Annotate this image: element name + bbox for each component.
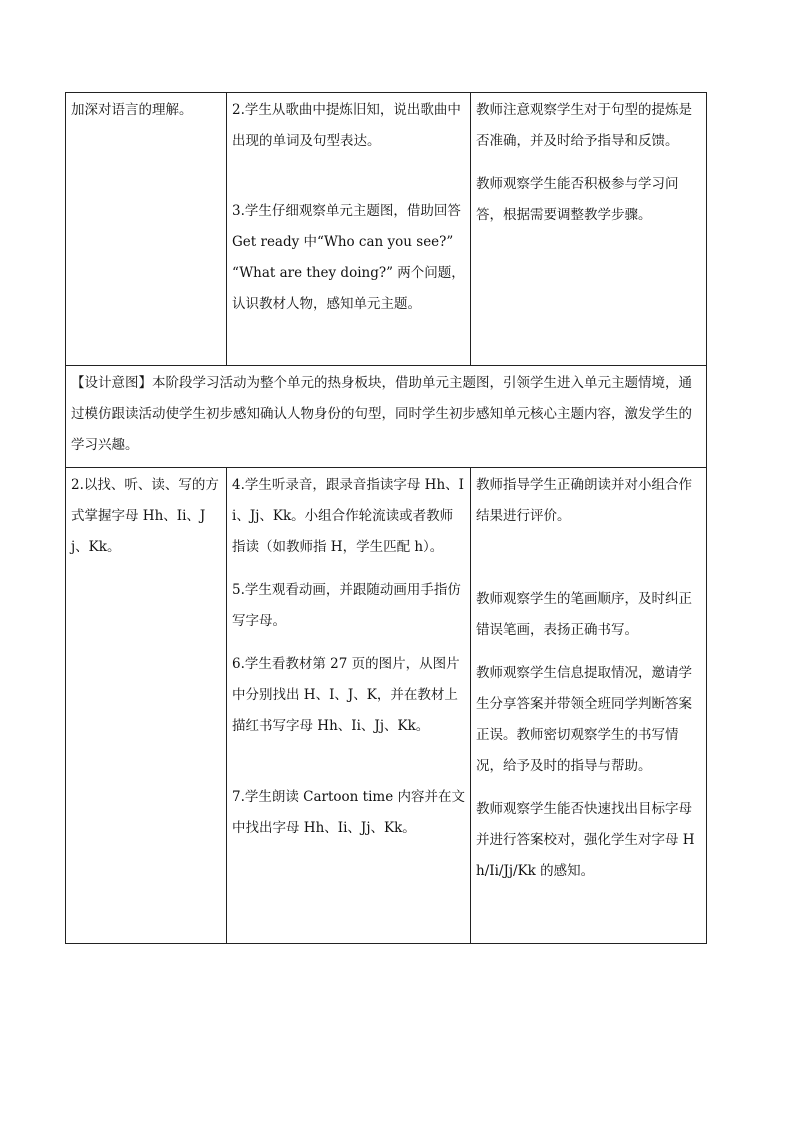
objective-text: 2.以找、听、读、写的方式掌握字母 Hh、Ii、Jj、Kk。 bbox=[71, 477, 219, 555]
evaluation-1: 教师指导学生正确朗读并对小组合作结果进行评价。 bbox=[476, 477, 692, 524]
table-row-3 bbox=[66, 468, 707, 944]
lesson-plan-table bbox=[65, 92, 707, 944]
activity-cell bbox=[227, 93, 471, 366]
evaluation-2: 教师观察学生的笔画顺序，及时纠正错误笔画，表扬正确书写。 bbox=[476, 591, 692, 638]
activity-4: 4.学生听录音，跟录音指读字母 Hh、Ii、Jj、Kk。小组合作轮流读或者教师指读（如教师指 H，学生匹配 h）。 bbox=[232, 477, 464, 555]
objective-cell bbox=[66, 468, 227, 944]
design-intent-text: 【设计意图】本阶段学习活动为整个单元的热身板块，借助单元主题图，引领学生进入单元主题情境，通过模仿跟读活动使学生初步感知确认人物身份的句型，同时学生初步感知单元核心主题内容，激发学生的学习兴趣。 bbox=[71, 375, 692, 453]
activity-5: 5.学生观看动画，并跟随动画用手指仿写字母。 bbox=[232, 582, 461, 629]
activity-7: 7.学生朗读 Cartoon time 内容并在文中找出字母 Hh、Ii、Jj、Kk。 bbox=[232, 789, 465, 836]
evaluation-cell bbox=[471, 93, 707, 366]
activity-3: 3.学生仔细观察单元主题图，借助回答 Get ready 中“Who can you see?” “What are they doing?” 两个问题，认识教材人物，感知单元主题。 bbox=[232, 203, 465, 312]
table-row-1 bbox=[66, 93, 707, 366]
objective-cell bbox=[66, 93, 227, 366]
activity-cell bbox=[227, 468, 471, 944]
table-row-2 bbox=[66, 366, 707, 468]
evaluation-3: 教师观察学生信息提取情况，邀请学生分享答案并带领全班同学判断答案正误。教师密切观察学生的书写情况，给予及时的指导与帮助。 bbox=[476, 665, 692, 774]
evaluation-1: 教师注意观察学生对于句型的提炼是否准确，并及时给予指导和反馈。 bbox=[476, 102, 692, 149]
activity-2: 2.学生从歌曲中提炼旧知，说出歌曲中出现的单词及句型表达。 bbox=[232, 102, 461, 149]
evaluation-2: 教师观察学生能否积极参与学习问答，根据需要调整教学步骤。 bbox=[476, 176, 679, 223]
objective-text: 加深对语言的理解。 bbox=[71, 102, 193, 118]
activity-6: 6.学生看教材第 27 页的图片，从图片中分别找出 H、I、J、K，并在教材上描红书写字母 Hh、Ii、Jj、Kk。 bbox=[232, 656, 460, 734]
evaluation-4: 教师观察学生能否快速找出目标字母并进行答案校对，强化学生对字母 Hh/Ii/Jj/Kk 的感知。 bbox=[476, 801, 695, 879]
evaluation-cell bbox=[471, 468, 707, 944]
design-intent-cell bbox=[66, 366, 707, 468]
